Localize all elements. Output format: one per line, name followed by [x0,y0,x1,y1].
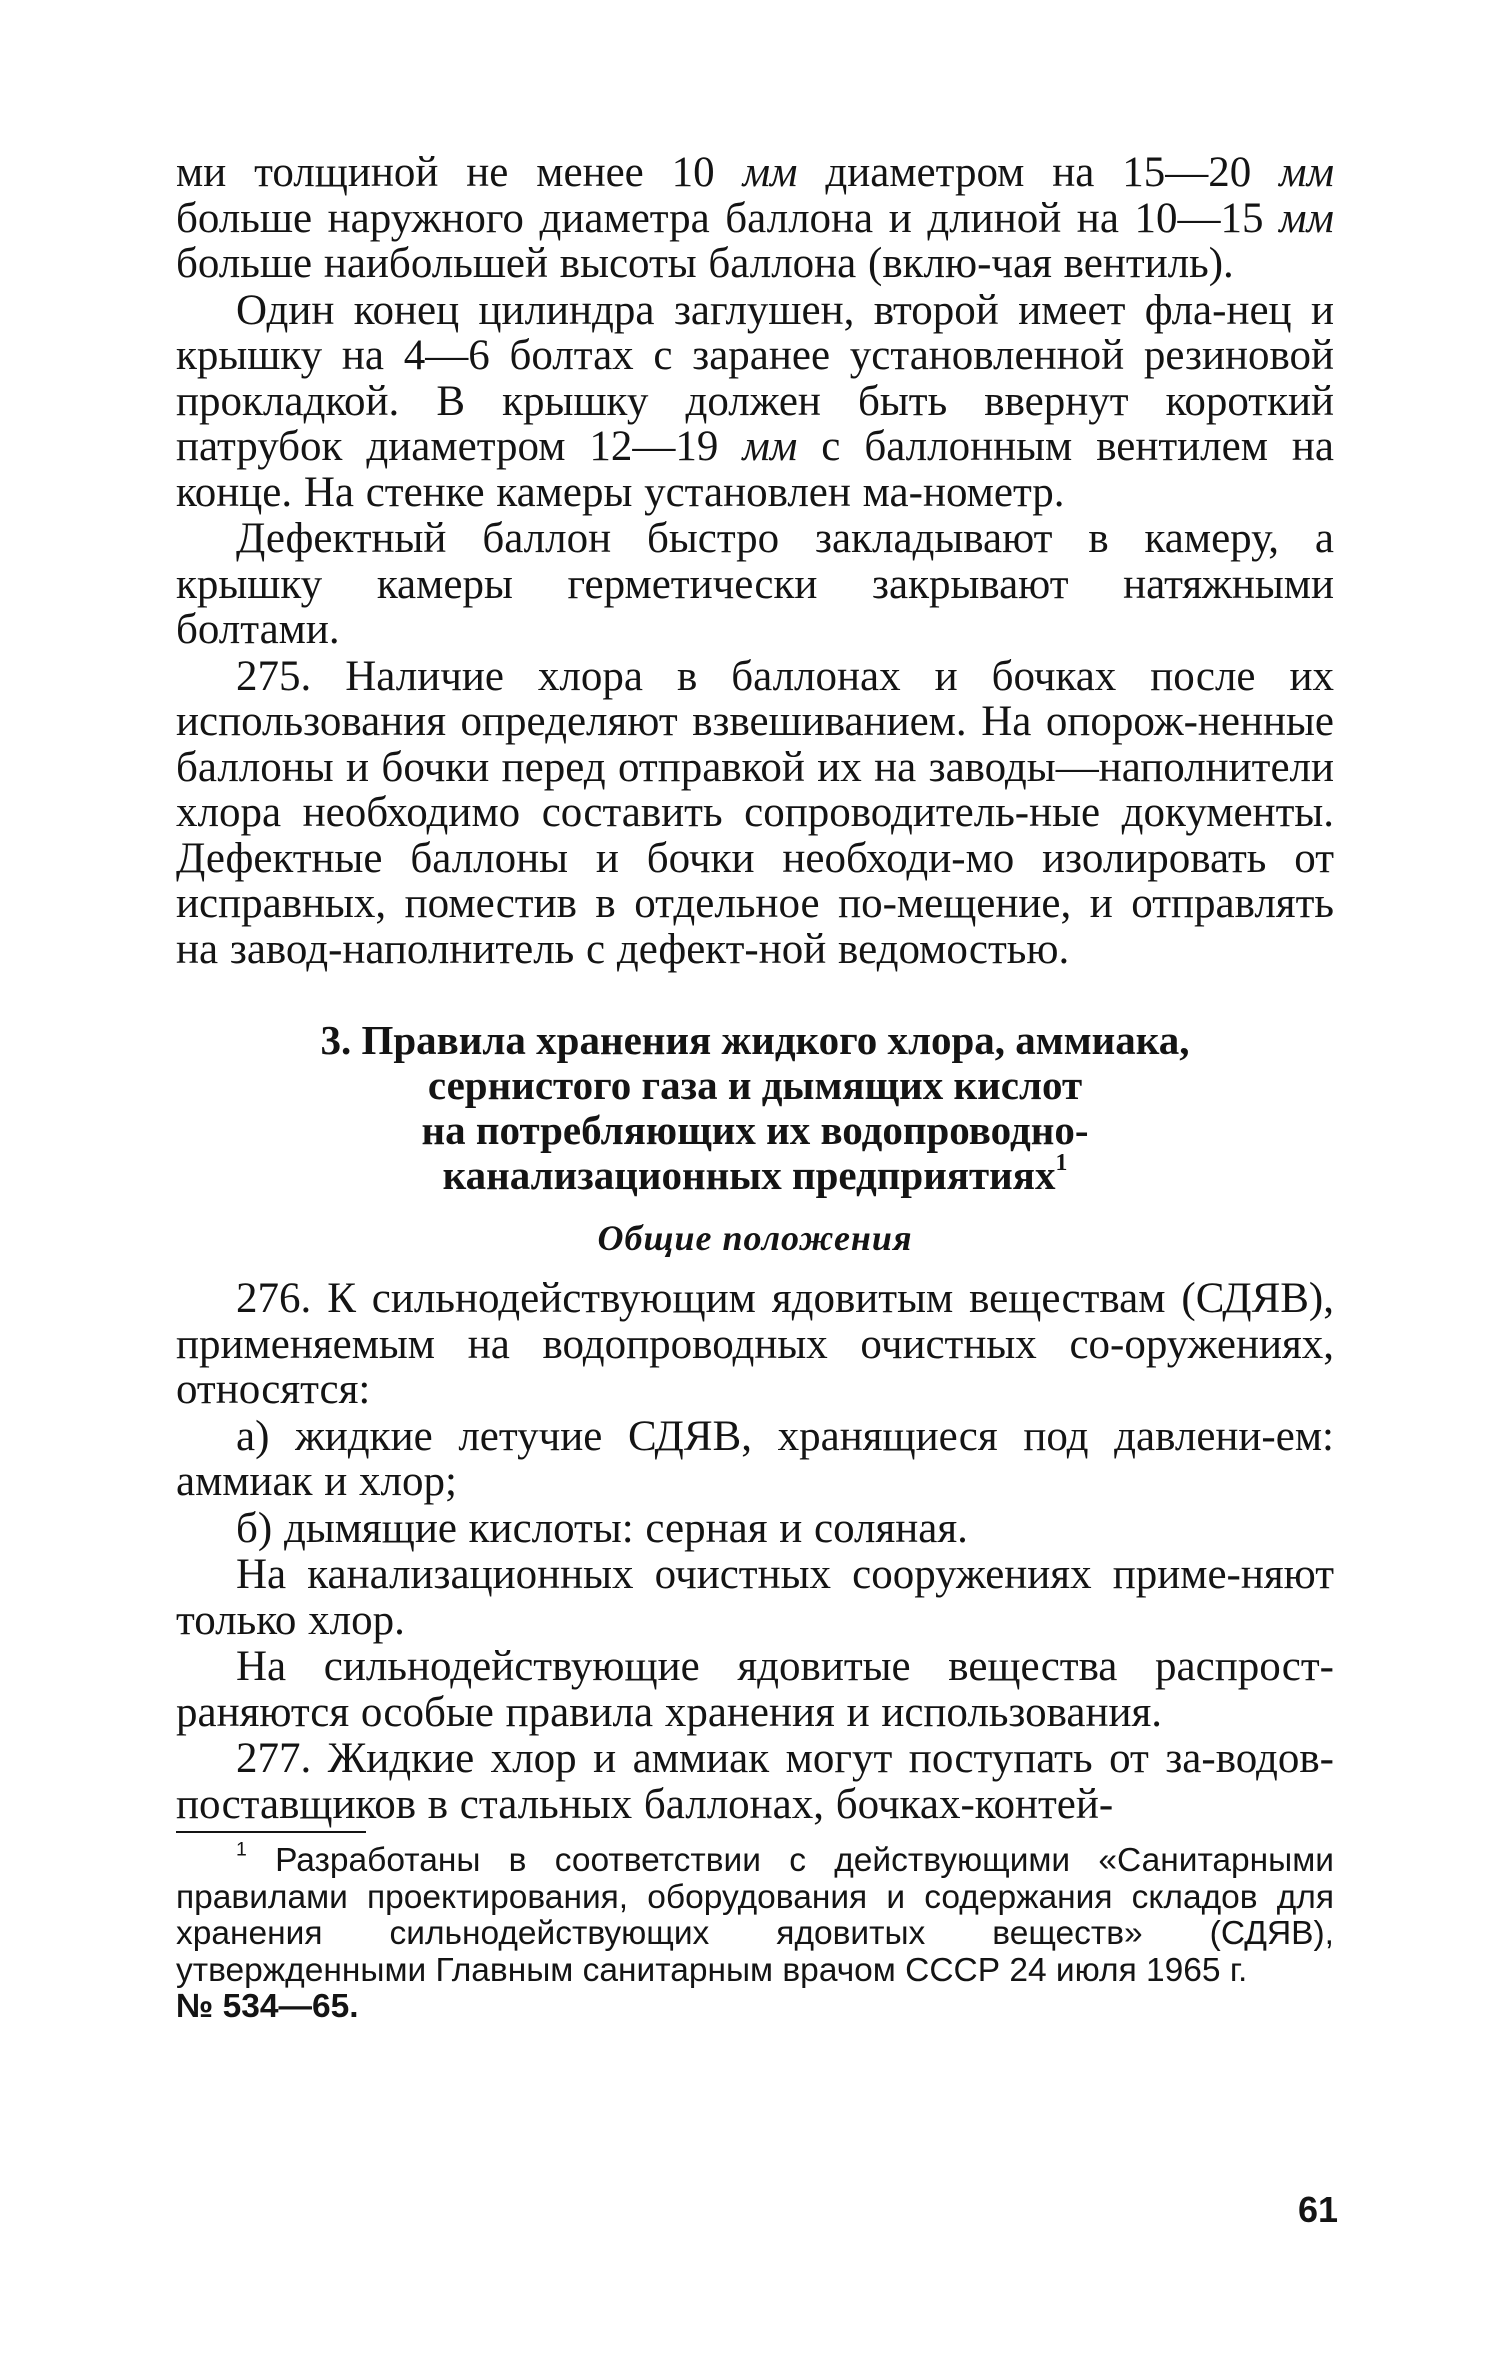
footnote-document-number: № 534—65. [176,1988,359,2025]
paragraph-continued: ми толщиной не менее 10 мм диаметром на 15—20 мм больше наружного диаметра баллона и длиной на 10—15 мм больше наибольшей высоты баллона (вклю-чая вентиль). [176,149,1335,287]
unit-mm: мм [742,149,798,196]
section-heading-line: 3. Правила хранения жидкого хлора, аммиака, [320,1017,1190,1063]
footnote-text: Разработаны в соответствии с действующими «Санитарными правилами проектирования, оборудования и содержания складов для хранения сильнодействующих ядовитых веществ» (СДЯВ), утвержденными Главным санитарным врачом СССР 24 июля 1965 г. [176,1842,1334,1989]
paragraph-cylinder-description: Один конец цилиндра заглушен, второй имеет фла-нец и крышку на 4—6 болтах с заранее установленной резиновой прокладкой. В крышку должен быть ввернут короткий патрубок диаметром 12—19 мм с баллонным вентилем на конце. На стенке камеры установлен ма-нометр. [176,286,1334,516]
unit-mm: мм [1279,194,1334,242]
unit-mm: мм [742,423,798,470]
footnote-reference: 1 [1055,1149,1068,1176]
subheading-general-provisions: Общие положения [597,1218,913,1258]
list-item-a: а) жидкие летучие СДЯВ, хранящиеся под давлени-ем: аммиак и хлор; [176,1412,1334,1505]
list-item-b: б) дымящие кислоты: серная и соляная. [236,1504,968,1552]
footnote [176,1838,1334,2026]
paragraph-sewage-chlorine: На канализационных очистных сооружениях приме-няют только хлор. [176,1551,1334,1644]
unit-mm: мм [1279,149,1335,196]
paragraph-275: 275. Наличие хлора в баллонах и бочках после их использования определяют взвешиванием. На опорож-ненные баллоны и бочки перед отправкой их на заводы—наполнители хлора необходимо составить сопроводитель-ные документы. Дефектные баллоны и бочки необходи-мо изолировать от исправных, поместив в отдельное по-мещение, и отправлять на завод-наполнитель с дефект-ной ведомостью. [176,652,1334,973]
section-heading [176,1018,1334,1198]
footnote-mark: 1 [236,1838,247,1861]
section-heading-line [176,1149,1334,1198]
footnote-divider [176,1831,366,1833]
paragraph-special-rules: На сильнодействующие ядовитые вещества распрост-раняются особые правила хранения и использования. [176,1643,1334,1736]
text-column [176,150,1334,2026]
section-heading-line: на потребляющих их водопроводно- [421,1107,1089,1153]
page-number: 61 [1297,2189,1338,2230]
section-heading-line-text: канализационных предприятиях [442,1152,1056,1198]
paragraph-276: 276. К сильнодействующим ядовитым веществам (СДЯВ), применяемым на водопроводных очистных со-оружениях, относятся: [176,1275,1334,1413]
section-heading-line: сернистого газа и дымящих кислот [427,1062,1083,1108]
paragraph-defective-cylinder: Дефектный баллон быстро закладывают в камеру, а крышку камеры герметически закрывают натяжными болтами. [176,515,1334,653]
paragraph-277: 277. Жидкие хлор и аммиак могут поступать от за-водов-поставщиков в стальных баллонах, бочках-контей- [176,1735,1334,1828]
